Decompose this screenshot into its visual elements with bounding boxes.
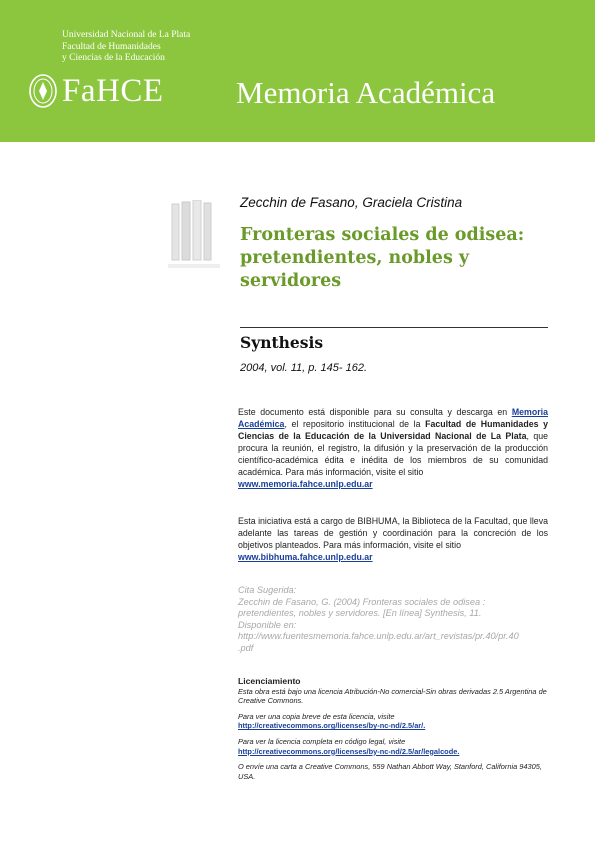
suggested-line: Disponible en: xyxy=(238,619,297,630)
memoria-academica-link[interactable]: Memoria Académica xyxy=(238,407,548,429)
institution-name xyxy=(62,30,190,65)
citation-details: 2004, vol. 11, p. 145- 162. xyxy=(240,362,367,374)
license-section xyxy=(238,677,550,781)
institution-line: y Ciencias de la Educación xyxy=(62,53,165,63)
institution-line: Universidad Nacional de La Plata xyxy=(62,30,191,40)
article-author: Zecchin de Fasano, Graciela Cristina xyxy=(240,195,463,210)
para-text: , el repositorio institucional de la xyxy=(284,419,426,429)
para-text: Este documento está disponible para su consulta y descarga en xyxy=(238,407,512,417)
license-short-link[interactable]: http://creativecommons.org/licenses/by-nc-nd/2.5/ar/. xyxy=(238,721,426,731)
bibhuma-paragraph xyxy=(238,515,548,563)
suggested-line: Cita Sugerida: xyxy=(238,585,297,595)
suggested-line: Zecchin de Fasano, G. (2004) Fronteras sociales de odisea : xyxy=(238,596,486,607)
university-seal-icon xyxy=(28,73,58,109)
fahce-logo: FaHCE xyxy=(62,73,164,109)
faculty-name: Facultad de Humanidades y Ciencias de la Educación de la Universidad Nacional de La Plata xyxy=(238,419,548,441)
memoria-site-link[interactable]: www.memoria.fahce.unlp.edu.ar xyxy=(238,479,373,489)
suggested-url[interactable]: http://www.fuentesmemoria.fahce.unlp.edu.ar/art_revistas/pr.40/pr.40 xyxy=(238,631,519,642)
institution-line: Facultad de Humanidades xyxy=(62,41,161,52)
header-banner xyxy=(0,0,595,142)
license-short-text: Para ver una copia breve de esta licencia, visite xyxy=(238,711,395,721)
license-legal-text: Para ver la licencia completa en código legal, visite xyxy=(238,736,406,746)
license-title: Licenciamiento xyxy=(238,676,301,686)
suggested-citation xyxy=(238,585,550,655)
suggested-line: pretendientes, nobles y servidores. [En línea] Synthesis, 11. xyxy=(238,608,482,619)
journal-name: Synthesis xyxy=(240,333,324,352)
suggested-url-end[interactable]: .pdf xyxy=(238,642,254,653)
para-text: Esta iniciativa está a cargo de BIBHUMA, la Biblioteca de la Facultad, que lleva adelante las tareas de gestión y coordinación para la concreción de los objetivos planteados. Para más información, visite el sitio xyxy=(238,516,548,550)
license-mail-text: O envíe una carta a Creative Commons, 559 Nathan Abbott Way, Stanford, California 94305, USA. xyxy=(238,762,542,781)
bibhuma-books-icon xyxy=(168,200,220,272)
availability-paragraph xyxy=(238,406,548,490)
bibhuma-site-link[interactable]: www.bibhuma.fahce.unlp.edu.ar xyxy=(238,552,373,562)
para-text: , que procura la reunión, el registro, la difusión y la preservación de la producción científico-académica édita e inédita de los miembros de su comunidad académica. Para más información, visite el sitio xyxy=(238,431,548,477)
license-text: Esta obra está bajo una licencia Atribución-No comercial-Sin obras derivadas 2.5 Argentina de Creative Commons. xyxy=(238,686,547,706)
repository-title: Memoria Académica xyxy=(236,75,496,110)
article-title: Fronteras sociales de odisea: pretendientes, nobles y servidores xyxy=(240,225,525,291)
divider xyxy=(240,327,548,328)
license-legal-link[interactable]: http://creativecommons.org/licenses/by-nc-nd/2.5/ar/legalcode. xyxy=(238,746,460,756)
